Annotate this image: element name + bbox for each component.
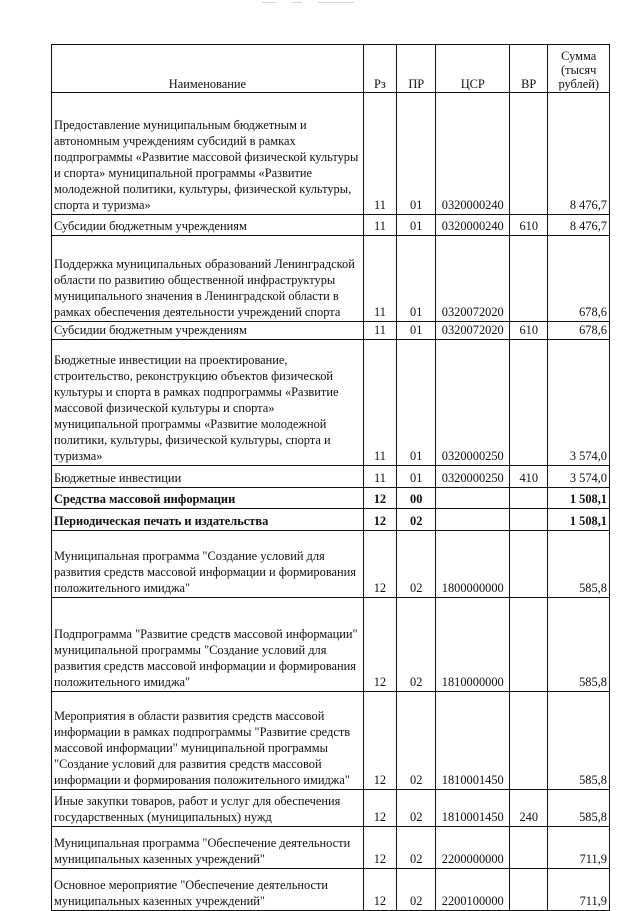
row-sum: 3 574,0 bbox=[548, 340, 610, 466]
table-row bbox=[52, 598, 610, 692]
row-vr: 410 bbox=[510, 466, 548, 488]
row-vr: 240 bbox=[510, 790, 548, 827]
row-pr: 02 bbox=[397, 509, 436, 531]
row-vr bbox=[510, 598, 548, 692]
row-rz: 11 bbox=[363, 340, 396, 466]
row-csr: 0320000250 bbox=[436, 466, 510, 488]
row-name: Основное мероприятие "Обеспечение деятельности муниципальных казенных учреждений" bbox=[52, 869, 364, 911]
row-pr: 01 bbox=[397, 215, 436, 236]
row-name: Мероприятия в области развития средств массовой информации в рамках подпрограммы "Развитие средств массовой информации" муниципальной программы "Создание условий для развития средств массовой информации и формирования положительного имиджа" bbox=[52, 692, 364, 790]
row-csr bbox=[436, 488, 510, 509]
row-csr: 2200100000 bbox=[436, 869, 510, 911]
table-row bbox=[52, 340, 610, 466]
row-vr bbox=[510, 93, 548, 215]
row-csr bbox=[436, 509, 510, 531]
row-csr: 0320000240 bbox=[436, 93, 510, 215]
table-row bbox=[52, 531, 610, 598]
row-name: Периодическая печать и издательства bbox=[52, 509, 364, 531]
table-row bbox=[52, 322, 610, 340]
row-rz: 12 bbox=[363, 790, 396, 827]
row-csr: 1810001450 bbox=[436, 692, 510, 790]
row-name: Средства массовой информации bbox=[52, 488, 364, 509]
row-pr: 02 bbox=[397, 598, 436, 692]
row-sum: 678,6 bbox=[548, 236, 610, 322]
row-rz: 11 bbox=[363, 466, 396, 488]
table-row bbox=[52, 215, 610, 236]
row-sum: 585,8 bbox=[548, 790, 610, 827]
row-pr: 02 bbox=[397, 790, 436, 827]
header-rz: Рз bbox=[363, 45, 396, 93]
row-name: Бюджетные инвестиции bbox=[52, 466, 364, 488]
header-vr: ВР bbox=[510, 45, 548, 93]
table-header-row bbox=[52, 45, 610, 93]
table-row bbox=[52, 827, 610, 869]
table-row bbox=[52, 692, 610, 790]
row-sum: 711,9 bbox=[548, 869, 610, 911]
row-rz: 12 bbox=[363, 827, 396, 869]
table-row bbox=[52, 488, 610, 509]
row-name: Поддержка муниципальных образований Ленинградской области по развитию общественной инфраструктуры муниципального значения в Ленинградской области в рамках обеспечения деятельности учреждений спорта bbox=[52, 236, 364, 322]
row-csr: 2200000000 bbox=[436, 827, 510, 869]
row-sum: 3 574,0 bbox=[548, 466, 610, 488]
row-pr: 01 bbox=[397, 340, 436, 466]
table-body bbox=[52, 93, 610, 911]
row-vr bbox=[510, 509, 548, 531]
row-rz: 12 bbox=[363, 531, 396, 598]
row-name: Иные закупки товаров, работ и услуг для обеспечения государственных (муниципальных) нужд bbox=[52, 790, 364, 827]
row-rz: 11 bbox=[363, 215, 396, 236]
row-name: Предоставление муниципальным бюджетным и автономным учреждениям субсидий в рамках подпрограммы «Развитие массовой физической культуры и спорта» муниципальной программы «Развитие молодежной политики, культуры, физической культуры, спорта и туризма» bbox=[52, 93, 364, 215]
row-sum: 678,6 bbox=[548, 322, 610, 340]
row-pr: 01 bbox=[397, 236, 436, 322]
row-csr: 1800000000 bbox=[436, 531, 510, 598]
row-sum: 1 508,1 bbox=[548, 509, 610, 531]
row-name: Подпрограмма "Развитие средств массовой информации" муниципальной программы "Создание условий для развития средств массовой информации и формирования положительного имиджа" bbox=[52, 598, 364, 692]
row-name: Субсидии бюджетным учреждениям bbox=[52, 322, 364, 340]
table-row bbox=[52, 236, 610, 322]
header-name: Наименование bbox=[52, 45, 364, 93]
row-sum: 585,8 bbox=[548, 692, 610, 790]
row-pr: 02 bbox=[397, 531, 436, 598]
row-pr: 02 bbox=[397, 869, 436, 911]
row-rz: 12 bbox=[363, 598, 396, 692]
table-row bbox=[52, 790, 610, 827]
header-csr: ЦСР bbox=[436, 45, 510, 93]
budget-table bbox=[51, 44, 610, 911]
row-pr: 02 bbox=[397, 692, 436, 790]
scan-artifact bbox=[318, 2, 354, 3]
table-row bbox=[52, 466, 610, 488]
row-csr: 0320072020 bbox=[436, 322, 510, 340]
row-vr bbox=[510, 488, 548, 509]
row-csr: 0320000240 bbox=[436, 215, 510, 236]
header-sum bbox=[548, 45, 610, 93]
row-csr: 1810000000 bbox=[436, 598, 510, 692]
row-vr: 610 bbox=[510, 322, 548, 340]
row-vr bbox=[510, 692, 548, 790]
header-sum-label: Сумма (тысяч рублей) bbox=[558, 49, 599, 91]
row-pr: 01 bbox=[397, 93, 436, 215]
row-rz: 12 bbox=[363, 488, 396, 509]
row-vr bbox=[510, 531, 548, 598]
row-csr: 0320072020 bbox=[436, 236, 510, 322]
row-sum: 585,8 bbox=[548, 531, 610, 598]
row-rz: 11 bbox=[363, 322, 396, 340]
row-name: Муниципальная программа "Обеспечение деятельности муниципальных казенных учреждений" bbox=[52, 827, 364, 869]
table-row bbox=[52, 509, 610, 531]
row-sum: 8 476,7 bbox=[548, 93, 610, 215]
row-pr: 02 bbox=[397, 827, 436, 869]
row-vr bbox=[510, 827, 548, 869]
row-pr: 01 bbox=[397, 322, 436, 340]
table-row bbox=[52, 869, 610, 911]
row-csr: 0320000250 bbox=[436, 340, 510, 466]
table-row bbox=[52, 93, 610, 215]
row-vr bbox=[510, 869, 548, 911]
row-name: Субсидии бюджетным учреждениям bbox=[52, 215, 364, 236]
scan-artifact bbox=[262, 2, 276, 3]
row-pr: 00 bbox=[397, 488, 436, 509]
row-sum: 585,8 bbox=[548, 598, 610, 692]
row-csr: 1810001450 bbox=[436, 790, 510, 827]
row-vr: 610 bbox=[510, 215, 548, 236]
row-rz: 12 bbox=[363, 692, 396, 790]
header-pr: ПР bbox=[397, 45, 436, 93]
row-name: Муниципальная программа "Создание условий для развития средств массовой информации и формирования положительного имиджа" bbox=[52, 531, 364, 598]
row-sum: 711,9 bbox=[548, 827, 610, 869]
row-sum: 1 508,1 bbox=[548, 488, 610, 509]
row-rz: 12 bbox=[363, 509, 396, 531]
row-rz: 11 bbox=[363, 93, 396, 215]
row-vr bbox=[510, 236, 548, 322]
row-rz: 11 bbox=[363, 236, 396, 322]
row-name: Бюджетные инвестиции на проектирование, строительство, реконструкцию объектов физической культуры и спорта в рамках подпрограммы «Развитие массовой физической культуры и спорта» муниципальной программы «Развитие молодежной политики, культуры, физической культуры, спорта и туризма» bbox=[52, 340, 364, 466]
row-pr: 01 bbox=[397, 466, 436, 488]
row-sum: 8 476,7 bbox=[548, 215, 610, 236]
scan-artifact bbox=[292, 2, 302, 3]
row-rz: 12 bbox=[363, 869, 396, 911]
row-vr bbox=[510, 340, 548, 466]
